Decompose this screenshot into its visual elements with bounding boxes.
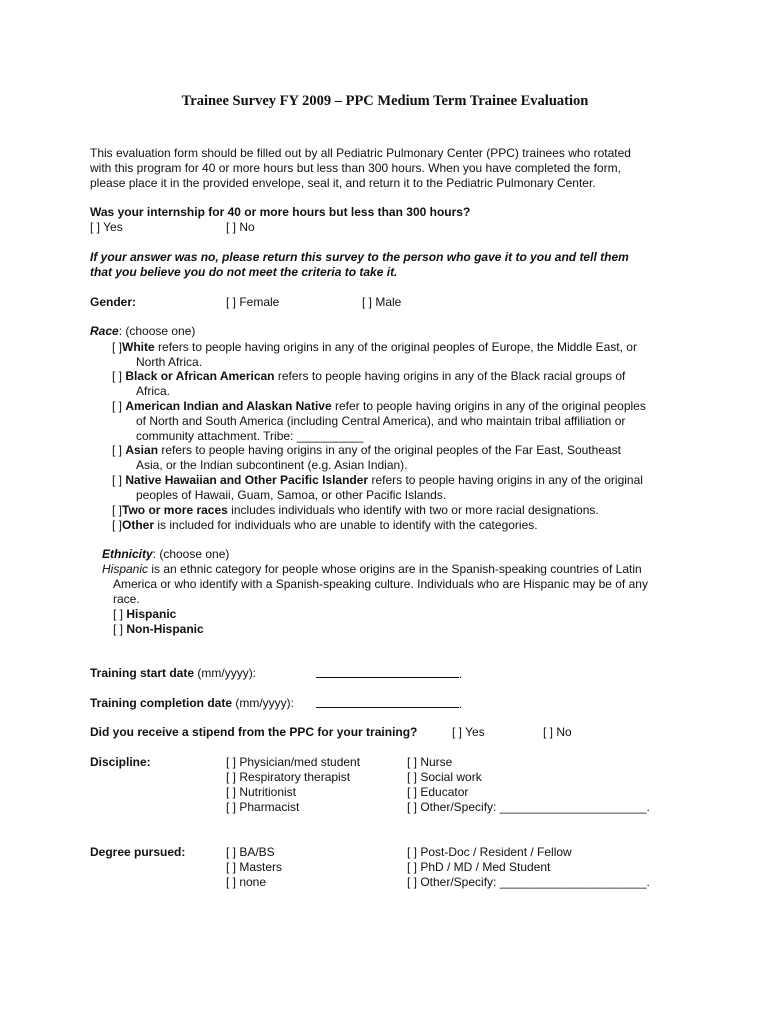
- training-start-field[interactable]: [316, 666, 462, 682]
- race-option-pacific-islander[interactable]: [112, 473, 692, 503]
- ethnicity-definition-cont: America or who identify with a Spanish-speaking culture. Individuals who are Hispanic may be of any: [113, 577, 648, 591]
- race-option-white[interactable]: [112, 340, 692, 370]
- race-name: Black or African American: [125, 369, 275, 383]
- race-desc: refers to people having origins in any of the Black racial groups of: [274, 369, 626, 383]
- race-desc: refers to people having origins in any of the original peoples of the Far East, Southeast: [158, 443, 621, 457]
- tribe-field[interactable]: community attachment. Tribe: __________: [136, 429, 364, 443]
- race-name: Asian: [125, 443, 159, 457]
- race-desc: refers to people having origins in any of the original: [368, 473, 643, 487]
- stipend-no-checkbox[interactable]: [ ] No: [543, 725, 572, 739]
- discipline-option[interactable]: [ ] Respiratory therapist: [226, 770, 351, 784]
- internship-question: Was your internship for 40 or more hours but less than 300 hours?: [90, 205, 471, 219]
- intro-paragraph: [90, 146, 690, 192]
- checkbox[interactable]: [ ]: [112, 340, 123, 354]
- option-label: Non-Hispanic: [126, 622, 204, 636]
- ethnicity-heading: [102, 547, 229, 562]
- checkbox[interactable]: [ ]: [112, 518, 123, 532]
- race-option-black[interactable]: [112, 369, 692, 399]
- degree-option[interactable]: [ ] Masters: [226, 860, 283, 874]
- training-start-label: [90, 666, 256, 681]
- discipline-option[interactable]: [ ] Nurse: [407, 755, 453, 769]
- definition-text: is an ethnic category for people whose origins are in the Spanish-speaking countries of Latin: [148, 562, 642, 576]
- race-name: White: [122, 340, 155, 354]
- internship-note: that you believe you do not meet the criteria to take it.: [90, 265, 398, 279]
- race-heading: [90, 324, 195, 339]
- stipend-yes-checkbox[interactable]: [ ] Yes: [452, 725, 485, 739]
- race-instruction: : (choose one): [118, 324, 196, 338]
- checkbox[interactable]: [ ]: [112, 369, 126, 383]
- format-hint: (mm/yyyy):: [194, 666, 257, 680]
- race-desc-cont: Asia, or the Indian subcontinent (e.g. Asian Indian).: [136, 458, 408, 472]
- blank-line[interactable]: [316, 696, 459, 708]
- race-name: American Indian and Alaskan Native: [125, 399, 332, 413]
- discipline-option[interactable]: [ ] Nutritionist: [226, 785, 297, 799]
- gender-male-checkbox[interactable]: [ ] Male: [362, 295, 402, 309]
- hispanic-term: Hispanic: [102, 562, 149, 576]
- race-desc-cont: North Africa.: [136, 355, 203, 369]
- intro-line: with this program for 40 or more hours but less than 300 hours. When you have completed the form,: [90, 161, 621, 176]
- blank-line[interactable]: [316, 666, 459, 678]
- ethnicity-definition: [102, 562, 642, 577]
- degree-option[interactable]: [ ] none: [226, 875, 267, 889]
- checkbox[interactable]: [ ]: [113, 607, 127, 621]
- ethnicity-option-non-hispanic[interactable]: [113, 622, 204, 637]
- discipline-label: Discipline:: [90, 755, 151, 769]
- internship-no-checkbox[interactable]: [ ] No: [226, 220, 255, 234]
- gender-female-checkbox[interactable]: [ ] Female: [226, 295, 280, 309]
- checkbox[interactable]: [ ]: [112, 503, 123, 517]
- option-label: Hispanic: [126, 607, 177, 621]
- label-text: Training completion date: [90, 696, 233, 710]
- degree-option[interactable]: [ ] BA/BS: [226, 845, 275, 859]
- intro-line: This evaluation form should be filled out by all Pediatric Pulmonary Center (PPC) trainees who rotated: [90, 146, 631, 160]
- race-label: Race: [90, 324, 119, 338]
- ethnicity-option-hispanic[interactable]: [113, 607, 176, 622]
- internship-yes-checkbox[interactable]: [ ] Yes: [90, 220, 123, 234]
- race-option-asian[interactable]: [112, 443, 692, 473]
- discipline-option[interactable]: [ ] Social work: [407, 770, 482, 784]
- checkbox[interactable]: [ ]: [112, 399, 126, 413]
- race-name: Other: [122, 518, 155, 532]
- period: .: [459, 697, 463, 711]
- checkbox[interactable]: [ ]: [112, 473, 126, 487]
- format-hint: (mm/yyyy):: [232, 696, 295, 710]
- race-desc-cont: peoples of Hawaii, Guam, Samoa, or other Pacific Islands.: [136, 488, 447, 502]
- race-name: Two or more races: [122, 503, 228, 517]
- period: .: [459, 667, 463, 681]
- ethnicity-definition-cont: race.: [113, 592, 140, 606]
- intro-line: please place it in the provided envelope, seal it, and return it to the Pediatric Pulmonary Center.: [90, 176, 596, 191]
- checkbox[interactable]: [ ]: [113, 622, 127, 636]
- race-desc-cont: of North and South America (including Central America), and who maintain tribal affiliation or: [136, 414, 626, 428]
- race-option-american-indian[interactable]: [112, 399, 692, 444]
- checkbox[interactable]: [ ]: [112, 443, 126, 457]
- ethnicity-instruction: : (choose one): [152, 547, 230, 561]
- training-end-label: [90, 696, 294, 711]
- ethnicity-label: Ethnicity: [102, 547, 153, 561]
- race-desc: refers to people having origins in any of the original peoples of Europe, the Middle East, or: [154, 340, 637, 354]
- race-option-two-or-more[interactable]: [112, 503, 692, 518]
- race-desc: is included for individuals who are unable to identify with the categories.: [154, 518, 538, 532]
- gender-label: Gender:: [90, 295, 137, 309]
- discipline-option[interactable]: [ ] Physician/med student: [226, 755, 361, 769]
- training-end-field[interactable]: [316, 696, 462, 712]
- race-option-other[interactable]: [112, 518, 692, 533]
- degree-option[interactable]: [ ] Post-Doc / Resident / Fellow: [407, 845, 572, 859]
- page-title: Trainee Survey FY 2009 – PPC Medium Term Trainee Evaluation: [181, 93, 589, 109]
- race-name: Native Hawaiian and Other Pacific Islander: [125, 473, 369, 487]
- degree-label: Degree pursued:: [90, 845, 186, 859]
- internship-note: If your answer was no, please return this survey to the person who gave it to you and tell them: [90, 250, 629, 264]
- race-desc: includes individuals who identify with two or more racial designations.: [227, 503, 599, 517]
- race-desc: refer to people having origins in any of the original peoples: [331, 399, 646, 413]
- label-text: Training start date: [90, 666, 195, 680]
- degree-option-other[interactable]: [ ] Other/Specify: ______________________.: [407, 875, 650, 889]
- discipline-option[interactable]: [ ] Pharmacist: [226, 800, 300, 814]
- stipend-question: Did you receive a stipend from the PPC for your training?: [90, 725, 418, 739]
- degree-option[interactable]: [ ] PhD / MD / Med Student: [407, 860, 551, 874]
- race-desc-cont: Africa.: [136, 384, 171, 398]
- discipline-option-other[interactable]: [ ] Other/Specify: ______________________.: [407, 800, 650, 814]
- discipline-option[interactable]: [ ] Educator: [407, 785, 469, 799]
